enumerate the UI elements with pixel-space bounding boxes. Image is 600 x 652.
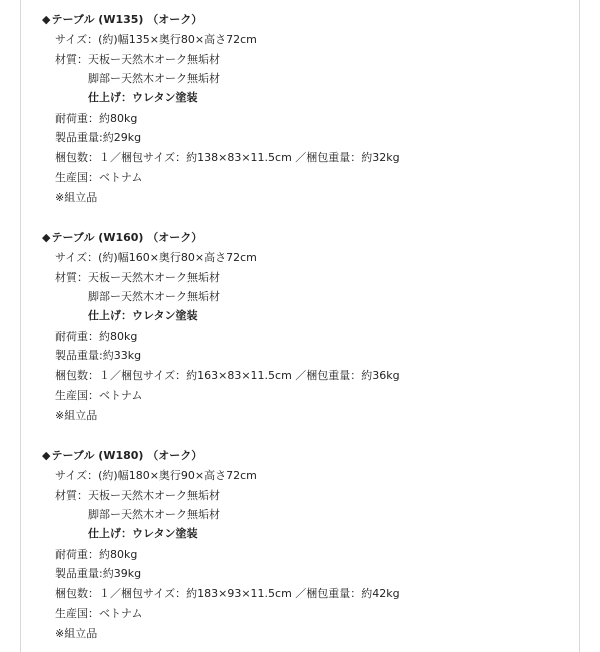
packing-info: 梱包数：１／梱包サイズ：約163×83×11.5cm ／梱包重量：約36kg — [55, 369, 400, 382]
material-label: 材質： — [55, 53, 88, 66]
product-spec-w160 — [0, 218, 600, 428]
material-legs: 脚部ー天然木オーク無垢材 — [88, 508, 220, 521]
country-of-origin: 生産国：ベトナム — [55, 607, 143, 620]
diamond-bullet-icon: ◆ — [42, 231, 51, 244]
product-spec-w180 — [0, 436, 600, 646]
country-of-origin: 生産国：ベトナム — [55, 171, 143, 184]
material-legs: 脚部ー天然木オーク無垢材 — [88, 290, 220, 303]
product-heading — [42, 231, 202, 245]
diamond-bullet-icon: ◆ — [42, 13, 51, 26]
product-heading — [42, 449, 202, 463]
assembly-note: ※組立品 — [55, 191, 98, 204]
finish-spec: 仕上げ：ウレタン塗装 — [88, 527, 198, 540]
material-legs: 脚部ー天然木オーク無垢材 — [88, 72, 220, 85]
product-weight: 製品重量:約29kg — [55, 131, 142, 144]
assembly-note: ※組立品 — [55, 409, 98, 422]
packing-info: 梱包数：１／梱包サイズ：約183×93×11.5cm ／梱包重量：約42kg — [55, 587, 400, 600]
diamond-bullet-icon: ◆ — [42, 449, 51, 462]
country-of-origin: 生産国：ベトナム — [55, 389, 143, 402]
size-spec: サイズ：(約)幅180×奥行90×高さ72cm — [55, 469, 257, 482]
material-label: 材質： — [55, 271, 88, 284]
product-heading-text: テーブル (W180) （オーク） — [51, 449, 203, 462]
load-capacity: 耐荷重：約80kg — [55, 548, 138, 561]
material-top: 天板ー天然木オーク無垢材 — [88, 489, 220, 502]
load-capacity: 耐荷重：約80kg — [55, 330, 138, 343]
size-spec: サイズ：(約)幅160×奥行80×高さ72cm — [55, 251, 257, 264]
finish-spec: 仕上げ：ウレタン塗装 — [88, 91, 198, 104]
material-label: 材質： — [55, 489, 88, 502]
assembly-note: ※組立品 — [55, 627, 98, 640]
product-weight: 製品重量:約33kg — [55, 349, 142, 362]
product-heading-text: テーブル (W135) （オーク） — [51, 13, 203, 26]
product-spec-w135 — [0, 0, 600, 210]
size-spec: サイズ：(約)幅135×奥行80×高さ72cm — [55, 33, 257, 46]
packing-info: 梱包数：１／梱包サイズ：約138×83×11.5cm ／梱包重量：約32kg — [55, 151, 400, 164]
product-heading-text: テーブル (W160) （オーク） — [51, 231, 203, 244]
material-top: 天板ー天然木オーク無垢材 — [88, 53, 220, 66]
material-top: 天板ー天然木オーク無垢材 — [88, 271, 220, 284]
product-heading — [42, 13, 202, 27]
finish-spec: 仕上げ：ウレタン塗装 — [88, 309, 198, 322]
load-capacity: 耐荷重：約80kg — [55, 112, 138, 125]
product-weight: 製品重量:約39kg — [55, 567, 142, 580]
